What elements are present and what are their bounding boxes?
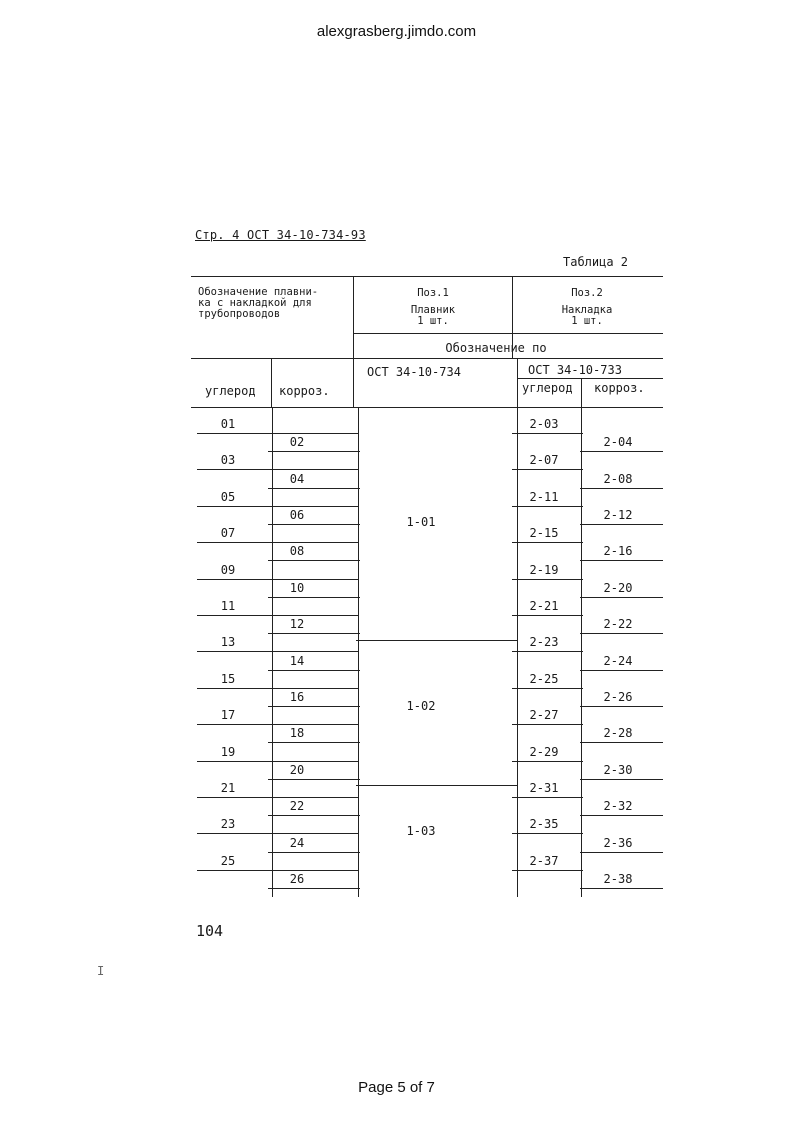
corros-cell: 02 [289,435,305,450]
carbon-cell: 21 [220,781,236,795]
header-divider [517,378,663,379]
pos1-name: Плавник [410,304,456,316]
nakladka-corros-cell: 2-04 [603,435,633,450]
document-header: Стр. 4 ОСТ 34-10-734-93 [195,228,366,242]
row-rule [268,670,360,671]
row-rule [512,615,583,616]
pos2-name: Накладка [561,304,613,316]
row-rule [580,488,663,489]
corros-cell: 06 [289,508,305,522]
carbon-cell: 15 [220,671,236,686]
corros-header: корроз. [279,384,330,398]
row-rule [512,724,583,725]
row-rule [197,651,358,652]
nakladka-carbon-cell: 2-35 [529,817,559,832]
nakladka-corros-cell: 2-22 [603,617,633,632]
header-divider [191,358,663,359]
nakladka-carbon-cell: 2-27 [529,708,559,723]
corros-cell: 14 [289,653,305,668]
row-rule [197,579,358,580]
nakladka-corros-cell: 2-12 [603,508,633,522]
carbon-cell: 01 [220,417,236,431]
nakladka-corros-cell: 2-20 [603,580,633,595]
row-rule [197,833,358,834]
header-divider [353,333,663,334]
carbon-cell: 09 [220,562,236,577]
group-divider [356,785,517,786]
nakladka-corros-cell: 2-30 [603,762,633,777]
row-rule [580,888,663,889]
row-rule [580,852,663,853]
nakladka-carbon-cell: 2-11 [529,489,559,504]
carbon-cell: 19 [220,744,236,759]
row-rule [268,815,360,816]
row-rule [268,524,360,525]
column-divider [512,276,513,358]
row-rule [580,560,663,561]
row-rule [268,852,360,853]
plavnik-group-2: 1-02 [406,699,436,713]
row-rule [580,597,663,598]
column-divider [271,358,272,407]
nakladka-corros-cell: 2-26 [603,690,633,704]
site-url: alexgrasberg.jimdo.com [316,23,477,40]
carbon-cell: 05 [220,489,236,504]
nakladka-carbon-cell: 2-23 [529,635,559,650]
pos2-qty: 1 шт. [571,315,603,327]
row-rule [512,870,583,871]
row-rule [268,706,360,707]
row-rule [580,670,663,671]
row-rule [197,761,358,762]
row-rule [197,469,358,470]
row-rule [268,451,360,452]
carbon-cell: 25 [220,853,236,868]
pos2-title: Поз.2 [571,287,603,299]
row-rule [268,560,360,561]
nakladka-carbon-cell: 2-21 [529,599,559,613]
carbon-cell: 17 [220,708,236,723]
row-rule [512,761,583,762]
row-rule [580,633,663,634]
table-top-border [191,276,663,277]
row-rule [512,797,583,798]
nakladka-carbon-cell: 2-19 [529,562,559,577]
column-divider [358,407,359,897]
row-rule [512,506,583,507]
row-rule [580,524,663,525]
row-rule [580,779,663,780]
nakladka-carbon-cell: 2-37 [529,853,559,868]
pos1-qty: 1 шт. [417,315,449,327]
row-rule [197,870,358,871]
column-divider [517,358,518,407]
row-rule [197,688,358,689]
nakladka-corros-cell: 2-38 [603,872,633,886]
nakladka-corros-cell: 2-32 [603,799,633,814]
nakladka-carbon-cell: 2-15 [529,526,559,541]
row-rule [512,579,583,580]
carbon-cell: 13 [220,635,236,650]
nakladka-carbon-cell: 2-03 [529,417,559,431]
corros-cell: 26 [289,872,305,886]
row-rule [197,724,358,725]
row-rule [197,615,358,616]
row-rule [580,742,663,743]
row-rule [580,706,663,707]
plavnik-group-1: 1-01 [406,515,436,529]
designation-header: Обозначение по [445,341,547,355]
carbon-cell: 07 [220,526,236,541]
carbon-cell: 11 [220,599,236,613]
column-divider [353,276,354,407]
row-rule [512,469,583,470]
table-caption: Таблица 2 [563,255,629,269]
col1-header-line3: трубопроводов [198,308,281,320]
row-rule [197,433,358,434]
page-number: 104 [196,922,224,940]
nakladka-corros-cell: 2-36 [603,835,633,850]
nakladka-corros-cell: 2-28 [603,726,633,741]
row-rule [268,742,360,743]
standard-nakladka: ОСТ 34-10-733 [528,363,622,377]
standard-plavnik: ОСТ 34-10-734 [367,365,461,379]
margin-mark: I [97,964,105,978]
corros-cell: 20 [289,762,305,777]
group-divider [356,640,517,641]
row-rule [512,833,583,834]
plavnik-group-3: 1-03 [406,824,436,838]
header-bottom-border [191,407,663,408]
page-indicator: Page 5 of 7 [358,1079,435,1096]
row-rule [580,451,663,452]
corros-cell: 10 [289,580,305,595]
row-rule [512,688,583,689]
column-divider [581,378,582,407]
row-rule [580,815,663,816]
pos1-title: Поз.1 [417,287,449,299]
row-rule [512,651,583,652]
carbon-header: углерод [205,384,256,398]
nakladka-carbon-header: углерод [522,381,573,395]
row-rule [268,633,360,634]
nakladka-corros-cell: 2-08 [603,471,633,486]
corros-cell: 24 [289,835,305,850]
carbon-cell: 03 [220,453,236,468]
corros-cell: 12 [289,617,305,632]
corros-cell: 18 [289,726,305,741]
row-rule [268,888,360,889]
nakladka-corros-cell: 2-24 [603,653,633,668]
corros-cell: 04 [289,471,305,486]
carbon-cell: 23 [220,817,236,832]
row-rule [512,433,583,434]
nakladka-carbon-cell: 2-07 [529,453,559,468]
row-rule [197,797,358,798]
nakladka-carbon-cell: 2-31 [529,781,559,795]
row-rule [268,488,360,489]
nakladka-carbon-cell: 2-29 [529,744,559,759]
corros-cell: 22 [289,799,305,814]
nakladka-carbon-cell: 2-25 [529,671,559,686]
row-rule [197,506,358,507]
col1-header-line1: Обозначение плавни- [198,286,319,298]
row-rule [512,542,583,543]
col1-header-line2: ка с накладкой для [198,297,312,309]
nakladka-corros-cell: 2-16 [603,544,633,559]
nakladka-corros-header: корроз. [594,381,645,395]
corros-cell: 08 [289,544,305,559]
row-rule [268,597,360,598]
row-rule [268,779,360,780]
row-rule [197,542,358,543]
corros-cell: 16 [289,690,305,704]
